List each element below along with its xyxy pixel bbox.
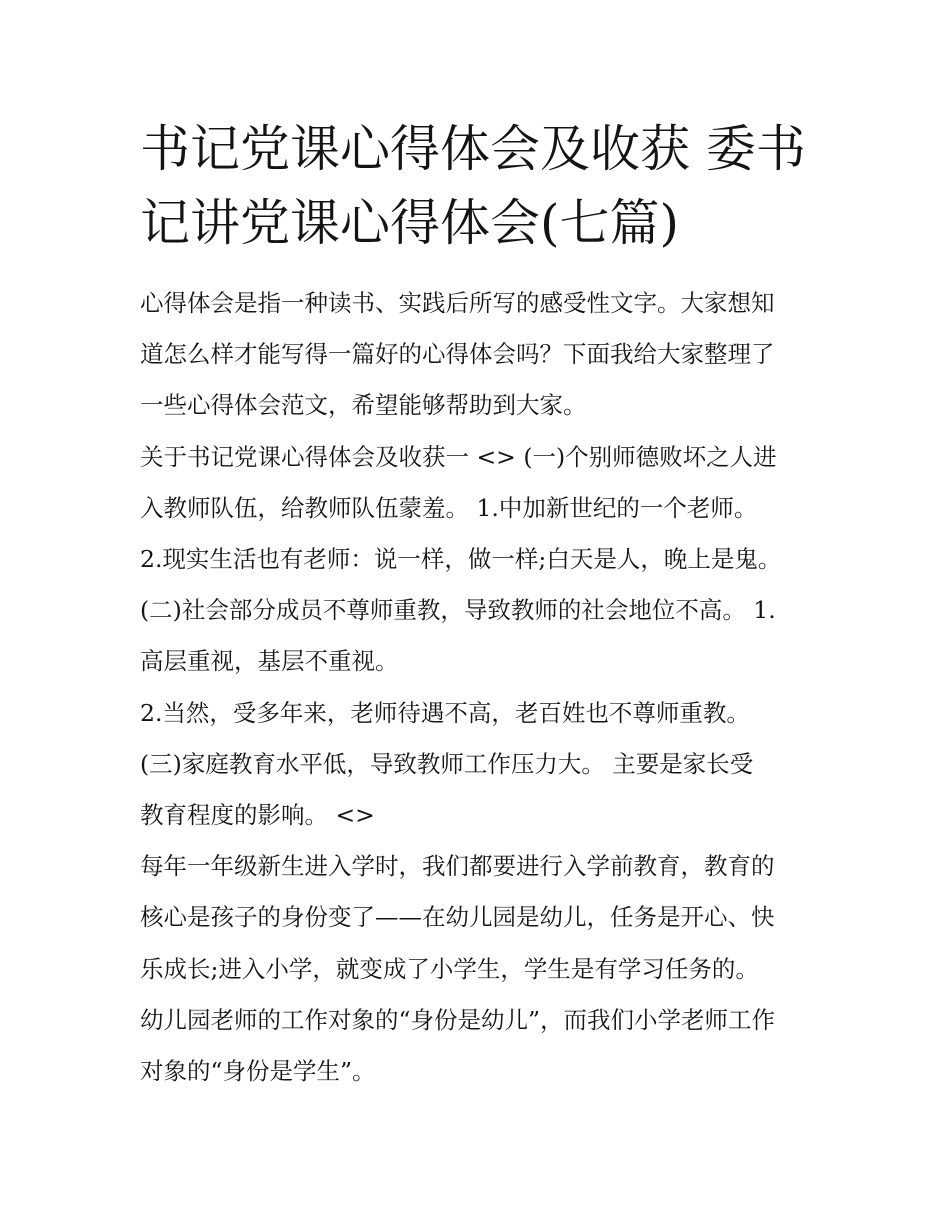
document-title (140, 112, 820, 260)
body-line: 高层重视，基层不重视。 (140, 647, 399, 676)
body-line: 关于书记党课心得体会及收获一 <> (一)个别师德败坏之人进 (140, 442, 777, 471)
body-line: 教育程度的影响。 <> (140, 801, 375, 830)
body-line: 对象的“身份是学生”。 (140, 1057, 376, 1086)
body-line: 幼儿园老师的工作对象的“身份是幼儿”，而我们小学老师工作 (140, 1005, 776, 1034)
body-line: 乐成长;进入小学，就变成了小学生，学生是有学习任务的。 (140, 954, 759, 983)
body-line: 核心是孩子的身份变了——在幼儿园是幼儿，任务是开心、快 (140, 903, 775, 932)
body-line: 2.现实生活也有老师：说一样，做一样;白天是人，晚上是鬼。 (140, 545, 782, 574)
body-line: 心得体会是指一种读书、实践后所写的感受性文字。大家想知 (140, 289, 775, 317)
document-body (140, 278, 830, 1097)
title-line: 书记党课心得体会及收获 委书 (140, 120, 806, 178)
body-line: 每年一年级新生进入学时，我们都要进行入学前教育，教育的 (140, 852, 775, 881)
body-line: 道怎么样才能写得一篇好的心得体会吗？下面我给大家整理了 (140, 340, 775, 369)
title-line: 记讲党课心得体会(七篇) (140, 194, 680, 252)
body-line: (二)社会部分成员不尊师重教，导致教师的社会地位不高。 1. (140, 596, 776, 625)
body-line: 一些心得体会范文，希望能够帮助到大家。 (140, 391, 587, 420)
body-line: 2.当然，受多年来，老师待遇不高，老百姓也不尊师重教。 (140, 698, 750, 727)
body-line: 入教师队伍，给教师队伍蒙羞。 1.中加新世纪的一个老师。 (140, 493, 758, 522)
body-line: (三)家庭教育水平低，导致教师工作压力大。 主要是家长受 (140, 749, 754, 778)
